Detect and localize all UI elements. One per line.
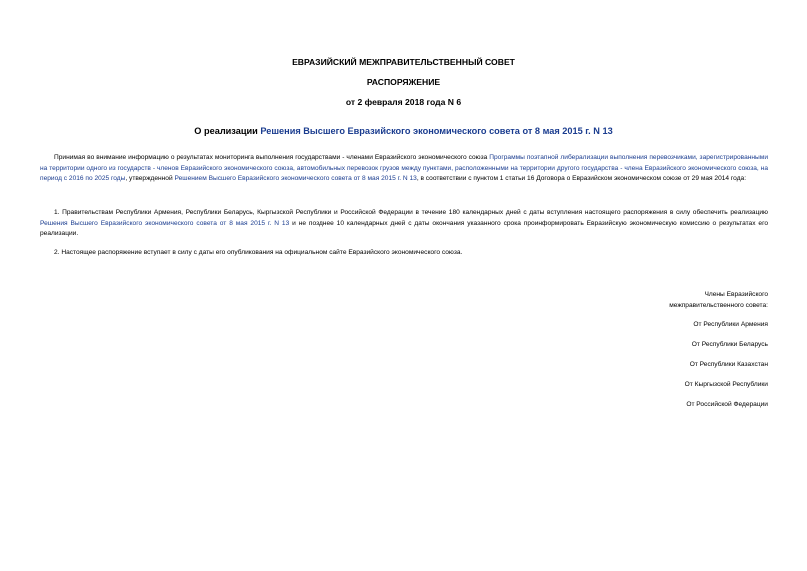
- paragraph-preamble: [40, 153, 768, 185]
- paragraph-item-2: 2. Настоящее распоряжение вступает в силу с даты его опубликования на официальном сайте Евразийского экономического союза.: [54, 249, 463, 256]
- signature-belarus: От Республики Беларусь: [691, 341, 768, 348]
- signature-kyrgyzstan: От Кыргызской Республики: [684, 381, 768, 388]
- signature-kazakhstan: От Республики Казахстан: [689, 361, 768, 368]
- document-title: [0, 126, 807, 136]
- signatures-heading-line2: межправительственного совета:: [669, 301, 768, 309]
- item-1-text-a: 1. Правительствам Республики Армения, Республики Беларусь, Кыргызской Республики и Российской Федерации в течение 180 календарных дней с даты вступления настоящего распоряжения в силу обеспечить реализацию: [54, 209, 768, 216]
- title-prefix: О реализации: [194, 126, 261, 136]
- preamble-text-a: Принимая во внимание информацию о результатах мониторинга выполнения государствами - членами Евразийского экономического союза: [54, 154, 490, 161]
- signature-russia: От Российской Федерации: [686, 401, 768, 408]
- document-type: РАСПОРЯЖЕНИЕ: [366, 77, 441, 87]
- preamble-text-b: , утвержденной: [125, 175, 175, 183]
- paragraph-item-1: [40, 208, 768, 240]
- item-1-decision-link[interactable]: Решения Высшего Евразийского экономического совета от 8 мая 2015 г. N 13: [40, 219, 290, 227]
- signatures-heading-line1: Члены Евразийского: [704, 291, 768, 298]
- program-link[interactable]: Программы поэтапной либерализации выполнения перевозчиками, зарегистрированными на территории одного из государств - членов Евразийского экономического союза, автомобильных перевозок грузов между пунктами, расположенными на территории другого государства - члена Евразийского экономического союза, на период с 2016 по 2025 годы: [40, 154, 768, 183]
- document-date: от 2 февраля 2018 года N 6: [345, 97, 462, 107]
- preamble-text-c: , в соответствии с пунктом 1 статьи 16 Договора о Евразийском экономическом союзе от 29 мая 2014 года:: [416, 175, 747, 183]
- item-1-text-b: и не позднее 10 календарных дней с даты окончания указанного срока проинформировать Евразийскую экономическую комиссию о результатах его реализации.: [40, 219, 768, 238]
- signature-armenia: От Республики Армения: [693, 321, 768, 328]
- signatures-heading: [669, 290, 768, 311]
- decision-link[interactable]: Решением Высшего Евразийского экономического совета от 8 мая 2015 г. N 13: [174, 175, 417, 183]
- organization-heading: ЕВРАЗИЙСКИЙ МЕЖПРАВИТЕЛЬСТВЕННЫЙ СОВЕТ: [292, 57, 515, 67]
- title-link[interactable]: Решения Высшего Евразийского экономического совета от 8 мая 2015 г. N 13: [260, 126, 613, 136]
